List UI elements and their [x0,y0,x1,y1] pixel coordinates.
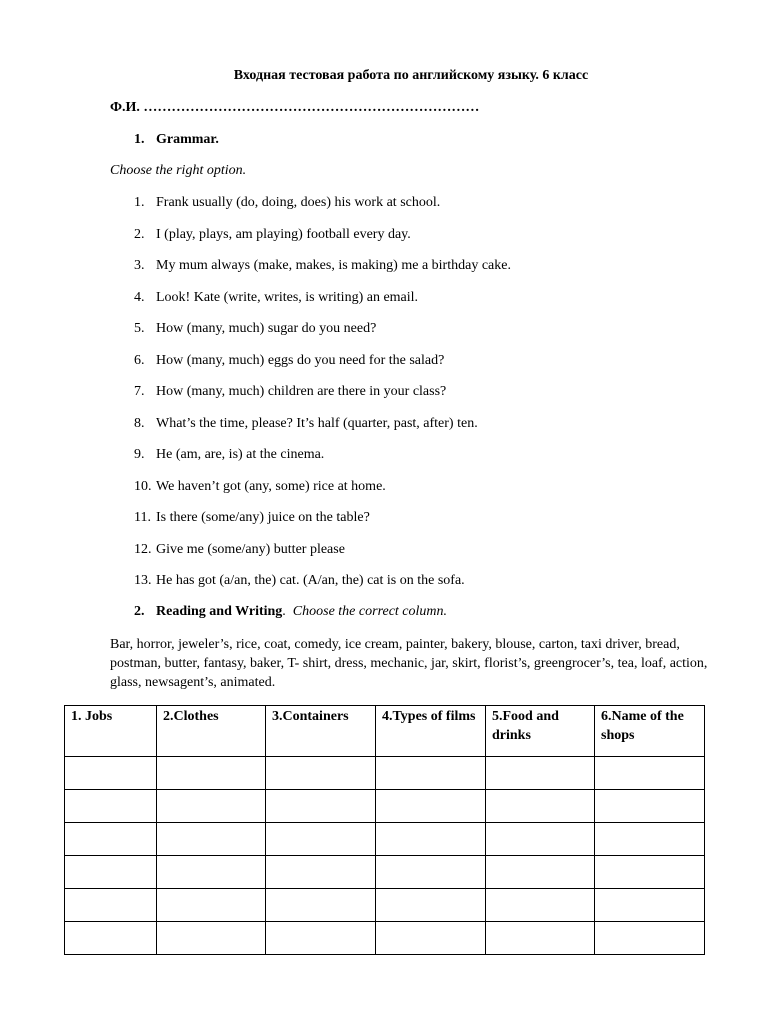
table-row [65,922,705,955]
table-header-row [65,706,705,757]
answer-cell[interactable] [376,889,486,922]
answer-cell[interactable] [65,922,157,955]
answer-cell[interactable] [65,856,157,889]
list-item [134,478,511,510]
answer-cell[interactable] [595,790,705,823]
answer-cell[interactable] [266,889,376,922]
answer-cell[interactable] [157,757,266,790]
answer-cell[interactable] [486,856,595,889]
question-number: 12. [134,541,152,557]
question-number: 1. [134,195,145,210]
answer-cell[interactable] [595,889,705,922]
column-header: 4.Types of films [376,706,486,757]
section-title: Grammar [156,132,216,147]
section-number: 2. [134,604,145,619]
question-number: 8. [134,415,145,431]
answer-cell[interactable] [595,823,705,856]
list-item [134,509,511,541]
answer-cell[interactable] [595,856,705,889]
question-number: 2. [134,226,145,242]
section-number: 1. [134,132,145,147]
question-text: I (play, plays, am playing) football every day. [156,226,411,242]
answer-cell[interactable] [376,823,486,856]
answer-cell[interactable] [376,790,486,823]
list-item [134,226,511,258]
question-number: 9. [134,447,145,462]
list-item [134,257,511,289]
answer-cell[interactable] [157,856,266,889]
grammar-instruction: Choose the right option. [110,163,247,178]
grammar-question-list [134,194,511,604]
table-body [65,757,705,955]
word-bank: Bar, horror, jeweler’s, rice, coat, comedy, ice cream, painter, bakery, blouse, carton, taxi driver, bread, postman, butter, fantasy, baker, T- shirt, dress, mechanic, jar, skirt, florist’s, greengrocer’s, tea, loaf, action, glass, newsagent’s, animated. [110,637,708,690]
question-number: 13. [134,573,152,588]
answer-cell[interactable] [486,790,595,823]
answer-cell[interactable] [266,790,376,823]
question-number: 11. [134,510,151,525]
answer-cell[interactable] [266,922,376,955]
list-item [134,446,511,478]
answer-cell[interactable] [266,757,376,790]
answer-cell[interactable] [65,889,157,922]
answer-cell[interactable] [486,889,595,922]
question-text: Is there (some/any) juice on the table? [156,510,370,525]
column-header: 2.Clothes [157,706,266,757]
question-number: 6. [134,352,145,368]
reading-instruction: Choose the correct column. [292,604,448,619]
column-header: 3.Containers [266,706,376,757]
answer-cell[interactable] [157,922,266,955]
table-row [65,856,705,889]
question-text: What’s the time, please? It’s half (quarter, past, after) ten. [156,415,478,431]
question-number: 3. [134,258,145,273]
question-text: He (am, are, is) at the cinema. [156,447,325,462]
list-item [134,541,511,573]
list-item [134,320,511,352]
list-item [134,194,511,226]
answer-cell[interactable] [486,922,595,955]
answer-cell[interactable] [376,922,486,955]
column-header: 6.Name of the shops [595,706,705,757]
question-number: 7. [134,384,145,399]
answer-cell[interactable] [65,757,157,790]
answer-table [64,705,705,955]
answer-cell[interactable] [486,757,595,790]
answer-cell[interactable] [376,757,486,790]
list-item [134,352,511,384]
list-item [134,415,511,447]
table-row [65,823,705,856]
question-text: He has got (a/an, the) cat. (A/an, the) cat is on the sofa. [156,573,465,588]
question-text: Frank usually (do, doing, does) his work at school. [156,195,441,210]
list-item [134,572,511,604]
question-text: How (many, much) sugar do you need? [156,321,377,336]
section-title: Reading and Writing [156,604,283,619]
section-title-suffix: . [282,604,293,619]
section-reading-heading [134,604,447,620]
answer-cell[interactable] [266,823,376,856]
answer-cell[interactable] [376,856,486,889]
question-text: Give me (some/any) butter please [156,541,345,557]
answer-cell[interactable] [157,889,266,922]
question-text: How (many, much) children are there in your class? [156,384,447,399]
table-row [65,889,705,922]
question-text: We haven’t got (any, some) rice at home. [156,478,386,494]
table-row [65,790,705,823]
answer-cell[interactable] [486,823,595,856]
answer-cell[interactable] [595,922,705,955]
question-number: 5. [134,321,145,336]
list-item [134,289,511,321]
question-number: 4. [134,289,145,305]
page-title: Входная тестовая работа по английскому языку. 6 класс [233,68,589,83]
question-number: 10. [134,478,152,494]
column-header: 1. Jobs [65,706,157,757]
question-text: How (many, much) eggs do you need for the salad? [156,352,445,368]
section-title-suffix: . [215,132,219,147]
question-text: Look! Kate (write, writes, is writing) an email. [156,289,419,305]
answer-cell[interactable] [266,856,376,889]
answer-cell[interactable] [595,757,705,790]
column-header: 5.Food and drinks [486,706,595,757]
answer-cell[interactable] [157,790,266,823]
name-field-line: Ф.И. ……………………………………………………………… [110,100,480,115]
question-text: My mum always (make, makes, is making) me a birthday cake. [156,258,511,273]
answer-cell[interactable] [157,823,266,856]
list-item [134,383,511,415]
answer-cell[interactable] [65,823,157,856]
table-row [65,757,705,790]
section-grammar-heading [134,132,219,148]
answer-cell[interactable] [65,790,157,823]
